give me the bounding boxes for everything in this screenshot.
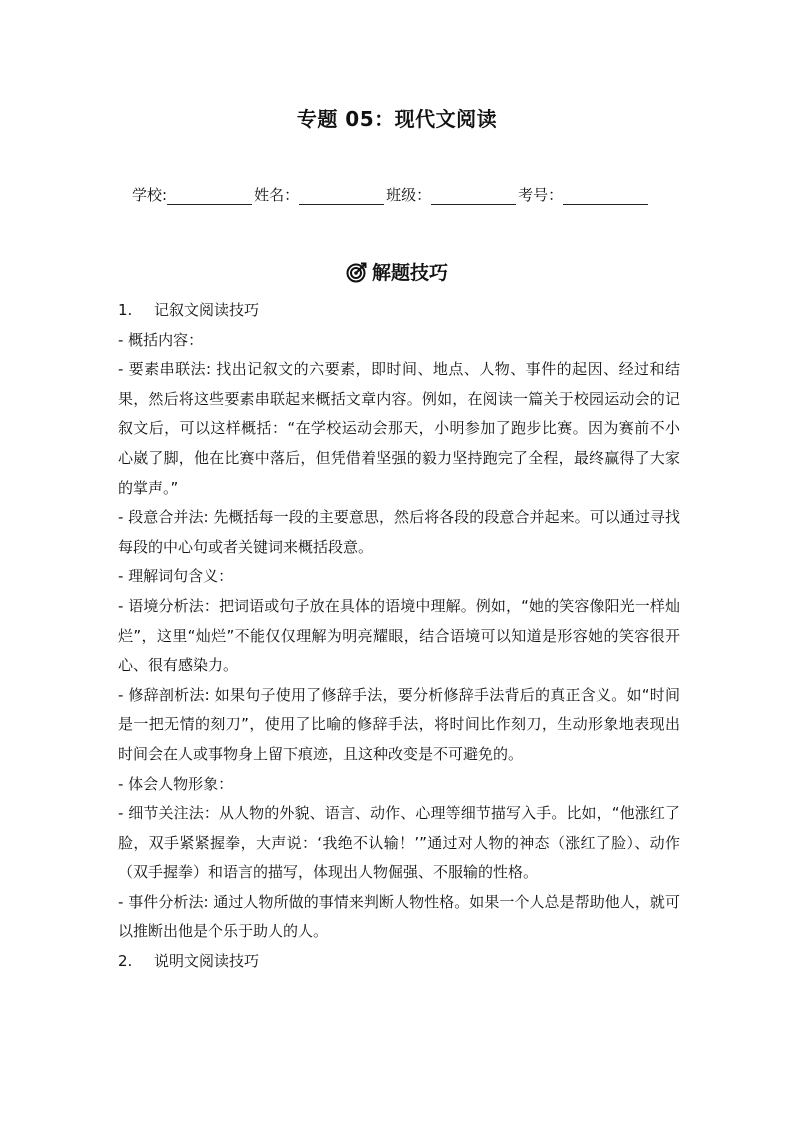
exam-number-label: 考号： xyxy=(518,186,564,204)
name-label: 姓名： xyxy=(254,186,300,204)
name-field xyxy=(254,184,386,205)
class-blank xyxy=(431,186,516,205)
student-info-line xyxy=(132,184,692,205)
list-item: - 修辞剖析法: 如果句子使用了修辞手法，要分析修辞手法背后的真正含义。如“时间是一把无情的刻刀”，使用了比喻的修辞手法，将时间比作刻刀，生动形象地表现出时间会在人或事物身上留下痕迹，且这种改变是不可避免的。 xyxy=(118,685,680,763)
list-item: - 概括内容： xyxy=(118,330,204,349)
list-item: - 段意合并法: 先概括每一段的主要意思，然后将各段的段意合并起来。可以通过寻找每段的中心句或者关键词来概括段意。 xyxy=(118,508,680,556)
list-item: - 理解词句含义： xyxy=(118,567,234,586)
list-item xyxy=(118,947,680,977)
class-field xyxy=(386,184,518,205)
item-number: 2. xyxy=(118,952,133,971)
section-heading xyxy=(0,258,794,285)
item-text: 记叙文阅读技巧 xyxy=(154,301,260,319)
name-blank xyxy=(299,186,384,205)
target-icon xyxy=(346,261,368,283)
list-item: - 要素串联法: 找出记叙文的六要素，即时间、地点、人物、事件的起因、经过和结果，然后将这些要素串联起来概括文章内容。例如，在阅读一篇关于校园运动会的记叙文后，可以这样概括：“在学校运动会那天，小明参加了跑步比赛。因为赛前不小心崴了脚，他在比赛中落后，但凭借着坚强的毅力坚持跑完了全程，最终赢得了大家的掌声。” xyxy=(118,360,680,497)
item-text: 说明文阅读技巧 xyxy=(154,952,260,971)
school-label: 学校: xyxy=(132,186,168,204)
school-blank xyxy=(167,186,252,205)
list-item xyxy=(118,296,680,326)
class-label: 班级： xyxy=(386,186,432,204)
exam-number-blank xyxy=(563,186,648,205)
list-item: - 细节关注法：从人物的外貌、语言、动作、心理等细节描写入手。比如，“他涨红了脸，双手紧紧握拳，大声说：‘我绝不认输！’”通过对人物的神态（涨红了脸）、动作（双手握拳）和语言的描写，体现出人物倔强、不服输的性格。 xyxy=(118,804,680,882)
list-item: - 体会人物形象： xyxy=(118,774,234,793)
document-title: 专题 05：现代文阅读 xyxy=(296,107,498,131)
exam-number-field xyxy=(518,184,650,205)
item-number: 1. xyxy=(118,301,133,319)
tips-content xyxy=(118,296,680,977)
school-field xyxy=(132,184,254,205)
list-item: - 事件分析法: 通过人物所做的事情来判断人物性格。如果一个人总是帮助他人，就可以推断出他是个乐于助人的人。 xyxy=(118,892,680,941)
section-heading-text: 解题技巧 xyxy=(371,262,448,284)
list-item: - 语境分析法：把词语或句子放在具体的语境中理解。例如，“她的笑容像阳光一样灿烂”，这里“灿烂”不能仅仅理解为明亮耀眼，结合语境可以知道是形容她的笑容很开心、很有感染力。 xyxy=(118,596,680,675)
